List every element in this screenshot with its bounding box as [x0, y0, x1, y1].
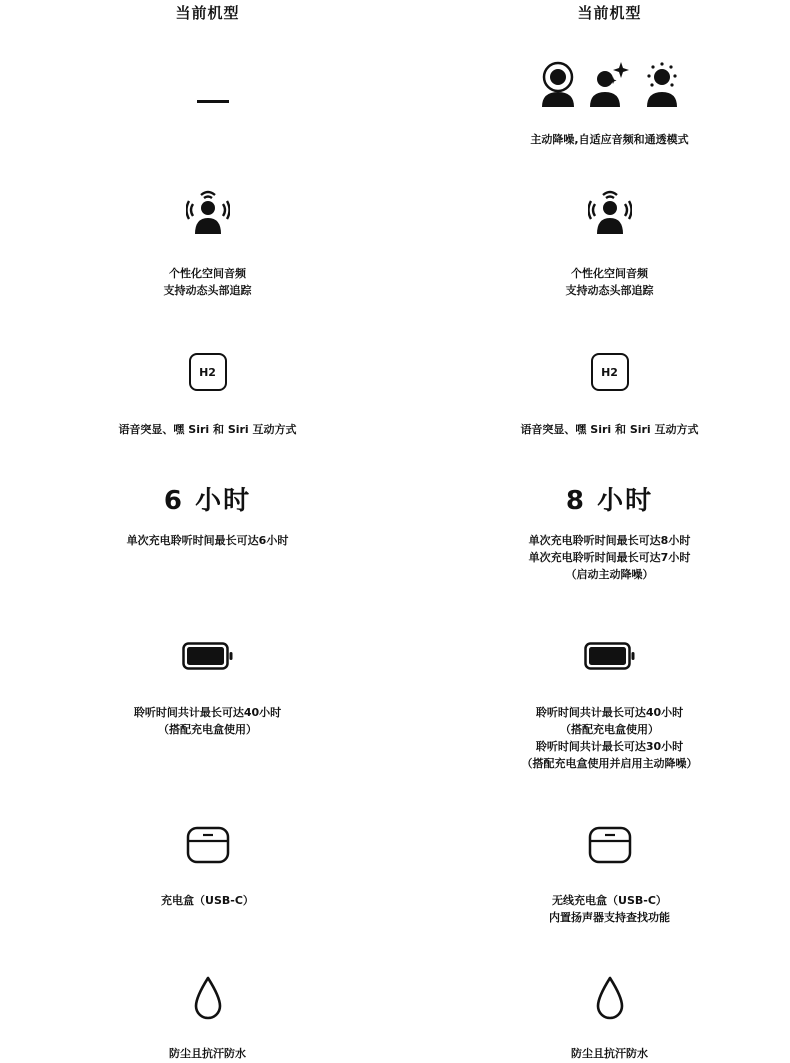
- transparency-mode-icon: [641, 60, 683, 108]
- chip-label: H2: [591, 353, 629, 391]
- battery-caption: [10, 704, 405, 738]
- caption-line: 聆听时间共计最长可达40小时: [535, 706, 684, 719]
- noise-control-caption: 主动降噪,自适应音频和通透模式: [530, 133, 689, 146]
- left-column: [10, 0, 405, 1063]
- case-caption: [412, 892, 790, 926]
- water-caption: [10, 1045, 405, 1062]
- caption-line: 防尘且抗汗防水: [169, 1047, 246, 1060]
- caption-line: 无线充电盒（USB-C）: [552, 894, 667, 907]
- listening-hours: 8 小时: [565, 486, 654, 516]
- caption-line: （启动主动降噪）: [565, 568, 654, 581]
- listening-hours: 6 小时: [163, 486, 252, 516]
- caption-line: 单次充电聆听时间最长可达6小时: [126, 534, 289, 547]
- adaptive-audio-icon: [589, 60, 631, 108]
- spatial-audio-icon: [10, 188, 405, 236]
- battery-icon: [412, 642, 790, 670]
- noise-control-icons: [412, 60, 790, 108]
- chip-label: H2: [189, 353, 227, 391]
- charging-case-icon: [412, 826, 790, 864]
- caption-line: 聆听时间共计最长可达40小时: [133, 706, 282, 719]
- battery-caption: [412, 704, 790, 772]
- water-caption: [412, 1045, 790, 1062]
- model-title: 当前机型: [175, 4, 240, 22]
- case-caption: [10, 892, 405, 909]
- chip-icon: [10, 353, 405, 391]
- caption-line: 支持动态头部追踪: [163, 284, 252, 297]
- caption-line: 单次充电聆听时间最长可达8小时: [528, 534, 691, 547]
- siri-caption: 语音突显、嘿 Siri 和 Siri 互动方式: [118, 423, 297, 436]
- caption-line: 支持动态头部追踪: [565, 284, 654, 297]
- no-feature-dash: [197, 100, 229, 103]
- charging-case-icon: [10, 826, 405, 864]
- battery-icon: [10, 642, 405, 670]
- model-title: 当前机型: [577, 4, 642, 22]
- noise-cancellation-icon: [537, 60, 579, 108]
- hours-caption: [10, 532, 405, 549]
- caption-line: 单次充电聆听时间最长可达7小时: [528, 551, 691, 564]
- caption-line: 内置扬声器支持查找功能: [549, 911, 670, 924]
- caption-line: （搭配充电盒使用）: [158, 723, 257, 736]
- water-drop-icon: [10, 975, 405, 1021]
- right-column: [412, 0, 790, 1063]
- siri-caption: 语音突显、嘿 Siri 和 Siri 互动方式: [520, 423, 699, 436]
- caption-line: 聆听时间共计最长可达30小时: [535, 740, 684, 753]
- caption-line: （搭配充电盒使用并启用主动降噪）: [521, 757, 698, 770]
- caption-line: 充电盒（USB-C）: [161, 894, 254, 907]
- caption-line: 防尘且抗汗防水: [571, 1047, 648, 1060]
- water-drop-icon: [412, 975, 790, 1021]
- chip-icon: [412, 353, 790, 391]
- spatial-audio-caption: [412, 265, 790, 299]
- caption-line: 个性化空间音频: [169, 267, 246, 280]
- hours-caption: [412, 532, 790, 583]
- caption-line: （搭配充电盒使用）: [560, 723, 659, 736]
- spatial-audio-icon: [412, 188, 790, 236]
- spatial-audio-caption: [10, 265, 405, 299]
- caption-line: 个性化空间音频: [571, 267, 648, 280]
